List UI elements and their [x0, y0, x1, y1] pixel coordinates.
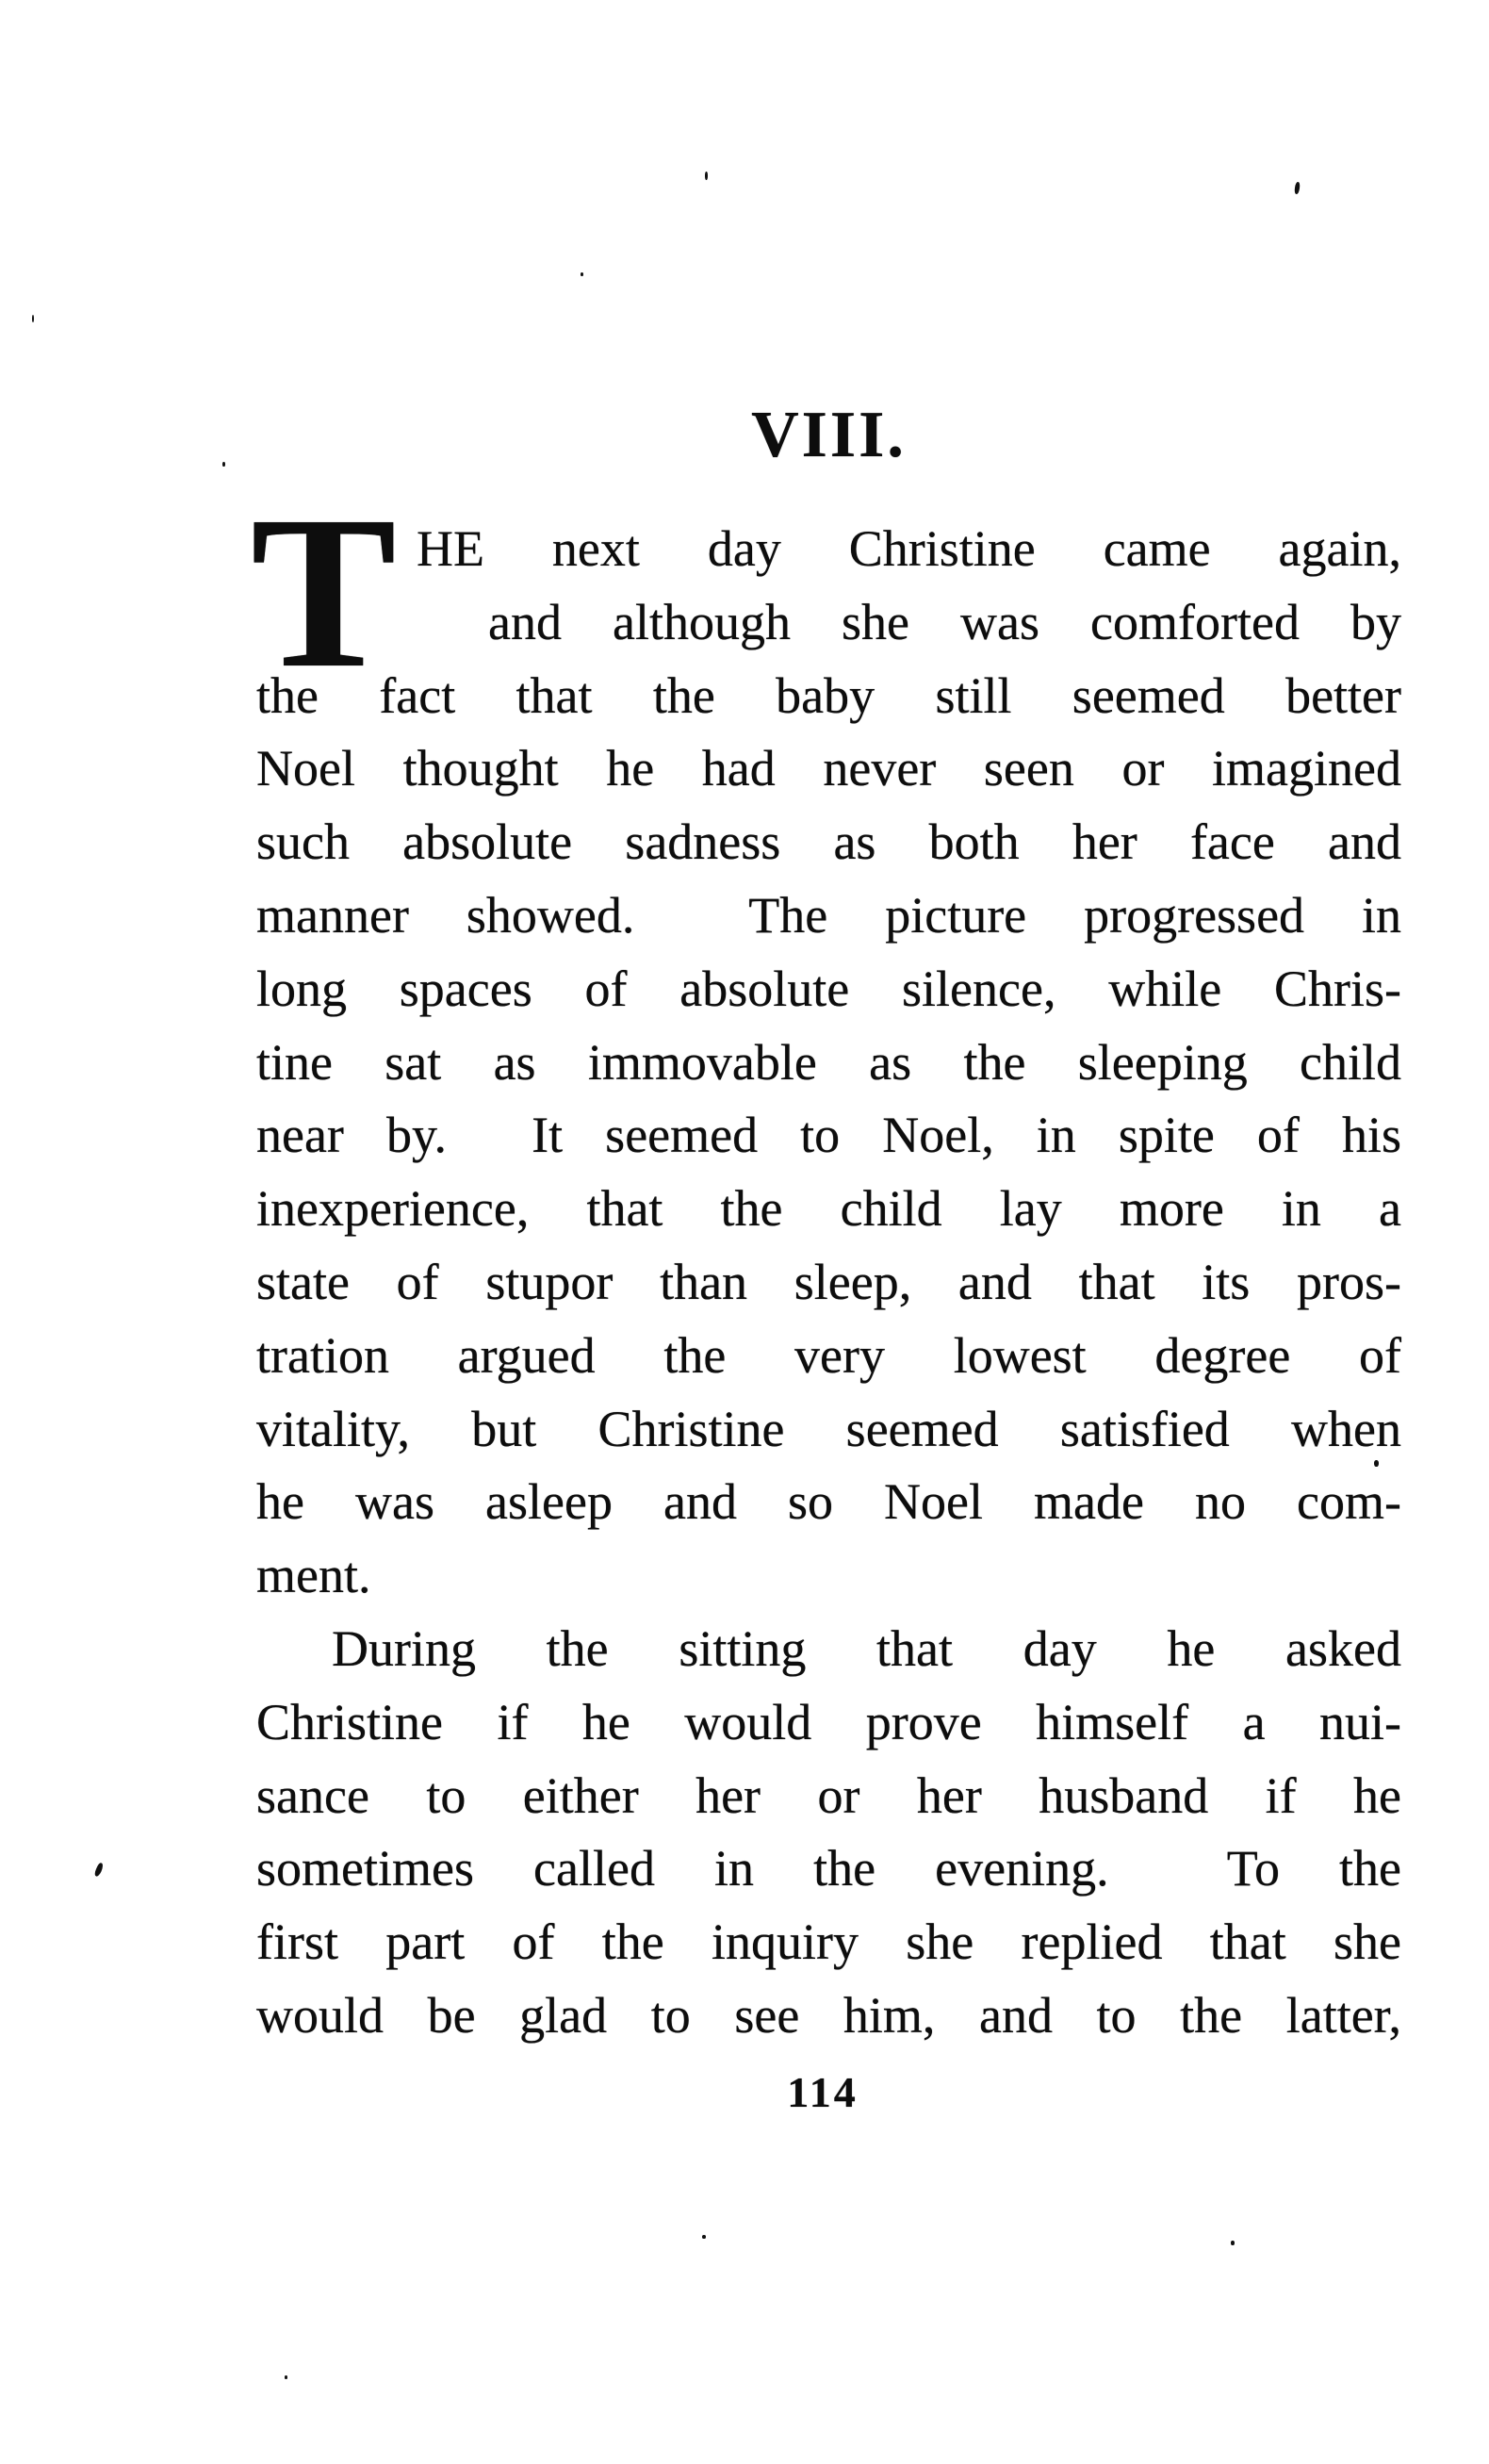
ink-speck: [1294, 182, 1301, 195]
ink-speck: [1374, 1460, 1379, 1467]
ink-speck: [285, 2375, 287, 2379]
text-line: the fact that the baby still seemed better: [256, 666, 1401, 724]
chapter-heading: VIII.: [751, 399, 907, 471]
text-line: tine sat as immovable as the sleeping child: [256, 1033, 1401, 1091]
text-line: such absolute sadness as both her face and: [256, 813, 1401, 871]
text-line: ment.: [256, 1547, 371, 1604]
text-line: would be glad to see him, and to the latter,: [256, 1986, 1401, 2044]
text-line: sometimes called in the evening. To the: [256, 1840, 1401, 1897]
text-line: and although she was comforted by: [488, 593, 1401, 650]
text-line: During the sitting that day he asked: [332, 1619, 1401, 1677]
ink-speck: [705, 172, 708, 180]
text-line: inexperience, that the child lay more in a: [256, 1180, 1401, 1238]
ink-speck: [93, 1862, 105, 1877]
text-line: manner showed. The picture progressed in: [256, 886, 1401, 944]
text-line: HE next day Christine came again,: [417, 520, 1401, 577]
page-number: 114: [787, 2068, 859, 2116]
text-block: [256, 513, 1401, 2053]
text-line: Noel thought he had never seen or imagined: [256, 740, 1401, 797]
text-line: he was asleep and so Noel made no com-: [256, 1473, 1401, 1531]
drop-cap-letter: T: [251, 471, 397, 714]
text-line: long spaces of absolute silence, while Chris-: [256, 960, 1401, 1017]
text-line: state of stupor than sleep, and that its pros-: [256, 1253, 1401, 1310]
text-line: sance to either her or her husband if he: [256, 1766, 1401, 1824]
ink-speck: [581, 272, 583, 276]
text-line: first part of the inquiry she replied that she: [256, 1914, 1401, 1971]
text-line: vitality, but Christine seemed satisfied when: [256, 1400, 1401, 1457]
ink-speck: [32, 315, 34, 322]
text-line: near by. It seemed to Noel, in spite of his: [256, 1107, 1401, 1164]
text-line: Christine if he would prove himself a nui-: [256, 1693, 1401, 1750]
ink-speck: [702, 2235, 706, 2239]
ink-speck: [222, 462, 225, 467]
text-line: tration argued the very lowest degree of: [256, 1326, 1401, 1384]
ink-speck: [1231, 2241, 1235, 2245]
